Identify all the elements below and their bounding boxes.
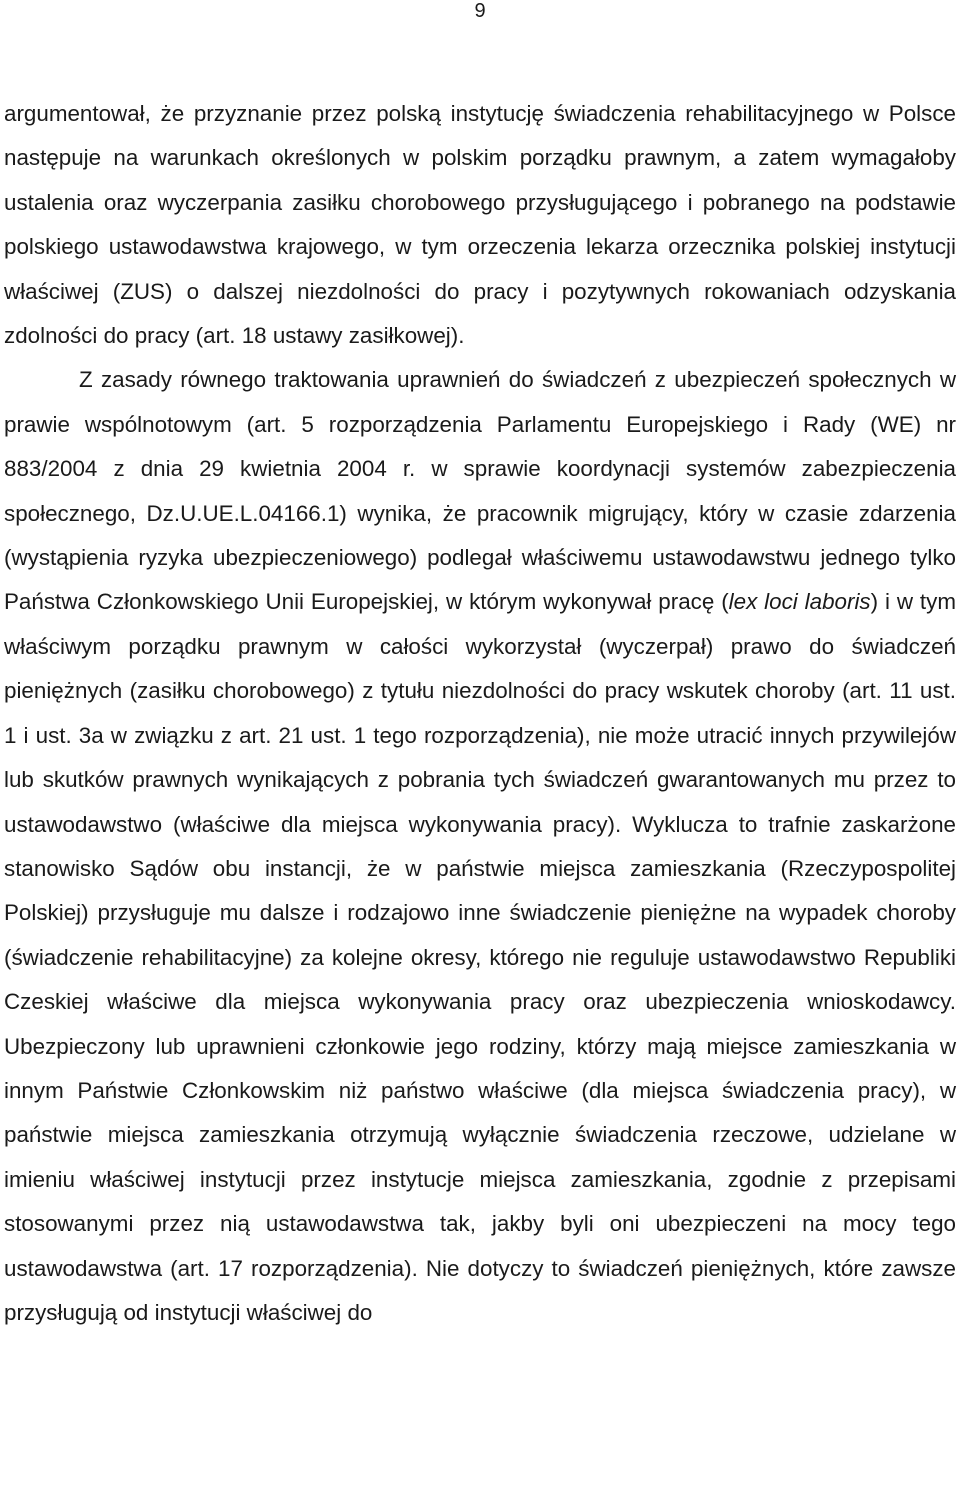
paragraph-2	[4, 358, 956, 1335]
paragraph-2-start: Z zasady równego traktowania uprawnień do świadczeń z ubezpieczeń społecznych w prawie wspólnotowym (art. 5 rozporządzenia Parlamentu Europejskiego i Rady (WE) nr 883/2004 z dnia 29 kwietnia 2004 r. w sprawie koordynacji systemów zabezpieczenia społecznego, Dz.U.UE.L.04166.1) wynika, że pracownik migrujący, który w czasie zdarzenia (wystąpienia ryzyka ubezpieczeniowego) podlegał właściwemu ustawodawstwu jednego tylko Państwa Członkowskiego Unii Europejskiej, w którym wykonywał pracę (	[4, 367, 956, 615]
document-body	[4, 92, 956, 1335]
paragraph-1: argumentował, że przyznanie przez polską instytucję świadczenia rehabilitacyjnego w Polsce następuje na warunkach określonych w polskim porządku prawnym, a zatem wymagałoby ustalenia oraz wyczerpania zasiłku chorobowego przysługującego i pobranego na podstawie polskiego ustawodawstwa krajowego, w tym orzeczenia lekarza orzecznika polskiej instytucji właściwej (ZUS) o dalszej niezdolności do pracy i pozytywnych rokowaniach odzyskania zdolności do pracy (art. 18 ustawy zasiłkowej).	[4, 101, 956, 349]
paragraph-2-rest: ) i w tym właściwym porządku prawnym w całości wykorzystał (wyczerpał) prawo do świadczeń pieniężnych (zasiłku chorobowego) z tytułu niezdolności do pracy wskutek choroby (art. 11 ust. 1 i ust. 3a w związku z art. 21 ust. 1 tego rozporządzenia), nie może utracić innych przywilejów lub skutków prawnych wynikających z pobrania tych świadczeń gwarantowanych mu przez to ustawodawstwo (właściwe dla miejsca wykonywania pracy). Wyklucza to trafnie zaskarżone stanowisko Sądów obu instancji, że w państwie miejsca zamieszkania (Rzeczypospolitej Polskiej) przysługuje mu dalsze i rodzajowo inne świadczenie pieniężne na wypadek choroby (świadczenie rehabilitacyjne) za kolejne okresy, którego nie reguluje ustawodawstwo Republiki Czeskiej właściwe dla miejsca wykonywania pracy oraz ubezpieczenia wnioskodawcy. Ubezpieczony lub uprawnieni członkowie jego rodziny, którzy mają miejsce zamieszkania w innym Państwie Członkowskim niż państwo właściwe (dla miejsca świadczenia pracy), w państwie miejsca zamieszkania otrzymują wyłącznie świadczenia rzeczowe, udzielane w imieniu właściwej instytucji przez instytucje miejsca zamieszkania, zgodnie z przepisami stosowanymi przez nią ustawodawstwa tak, jakby byli oni ubezpieczeni na mocy tego ustawodawstwa (art. 17 rozporządzenia). Nie dotyczy to świadczeń pieniężnych, które zawsze przysługują od instytucji właściwej do	[4, 589, 956, 1325]
page-number: 9	[474, 0, 486, 22]
latin-term-lex-loci-laboris: lex loci laboris	[728, 589, 871, 615]
